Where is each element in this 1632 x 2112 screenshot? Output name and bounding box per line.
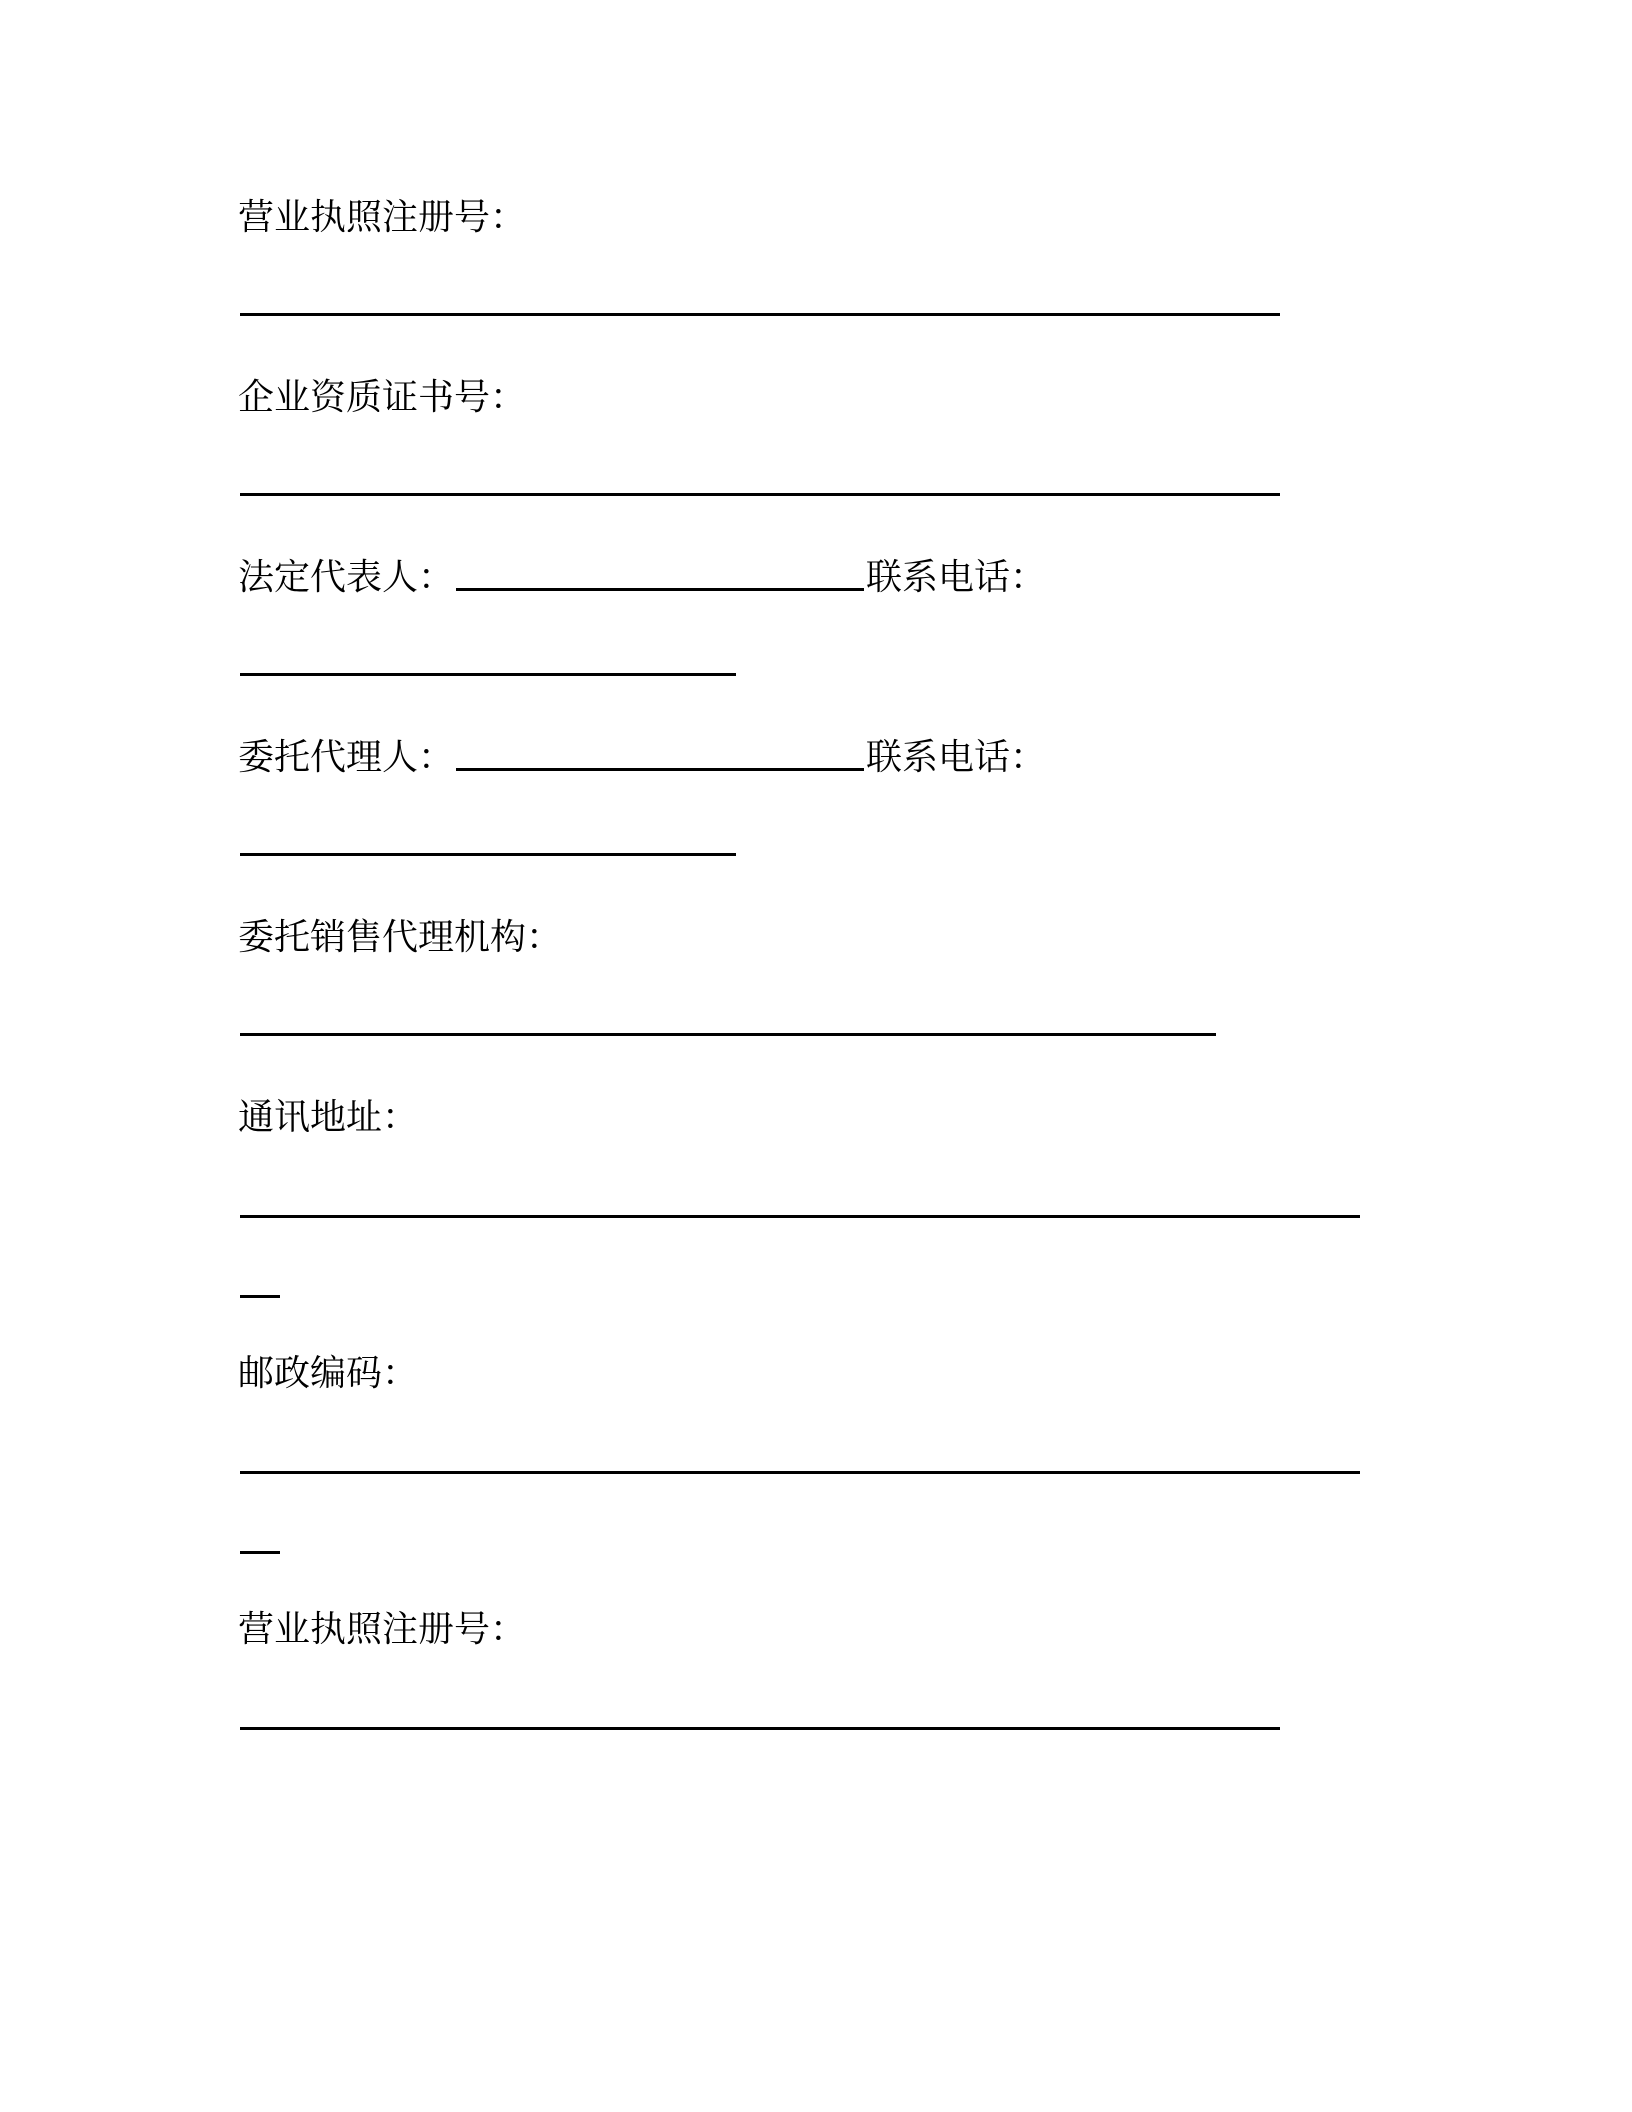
qualification-cert-blank[interactable] [240, 493, 1280, 496]
license-number-blank[interactable] [240, 313, 1280, 316]
license-number-label: 营业执照注册号： [238, 197, 527, 238]
agent-phone-label: 联系电话： [866, 737, 1047, 778]
agent-label: 委托代理人： [238, 737, 455, 778]
sales-agency-label: 委托销售代理机构： [238, 917, 563, 958]
agent-row [238, 736, 1046, 780]
legal-rep-phone-label: 联系电话： [866, 557, 1047, 598]
address-label: 通讯地址： [238, 1097, 419, 1138]
qualification-cert-label: 企业资质证书号： [238, 377, 527, 418]
license-number-label-2: 营业执照注册号： [238, 1609, 527, 1650]
postal-code-blank-continuation[interactable] [240, 1551, 280, 1554]
postal-code-label: 邮政编码： [238, 1353, 419, 1394]
agent-blank[interactable] [456, 768, 864, 771]
license-number-blank-2[interactable] [240, 1727, 1280, 1730]
legal-rep-label: 法定代表人： [238, 557, 455, 598]
address-blank[interactable] [240, 1215, 1360, 1218]
agent-phone-blank[interactable] [240, 853, 736, 856]
sales-agency-blank[interactable] [240, 1033, 1216, 1036]
address-blank-continuation[interactable] [240, 1295, 280, 1298]
legal-rep-row [238, 556, 1046, 600]
postal-code-blank[interactable] [240, 1471, 1360, 1474]
legal-rep-phone-blank[interactable] [240, 673, 736, 676]
legal-rep-blank[interactable] [456, 588, 864, 591]
